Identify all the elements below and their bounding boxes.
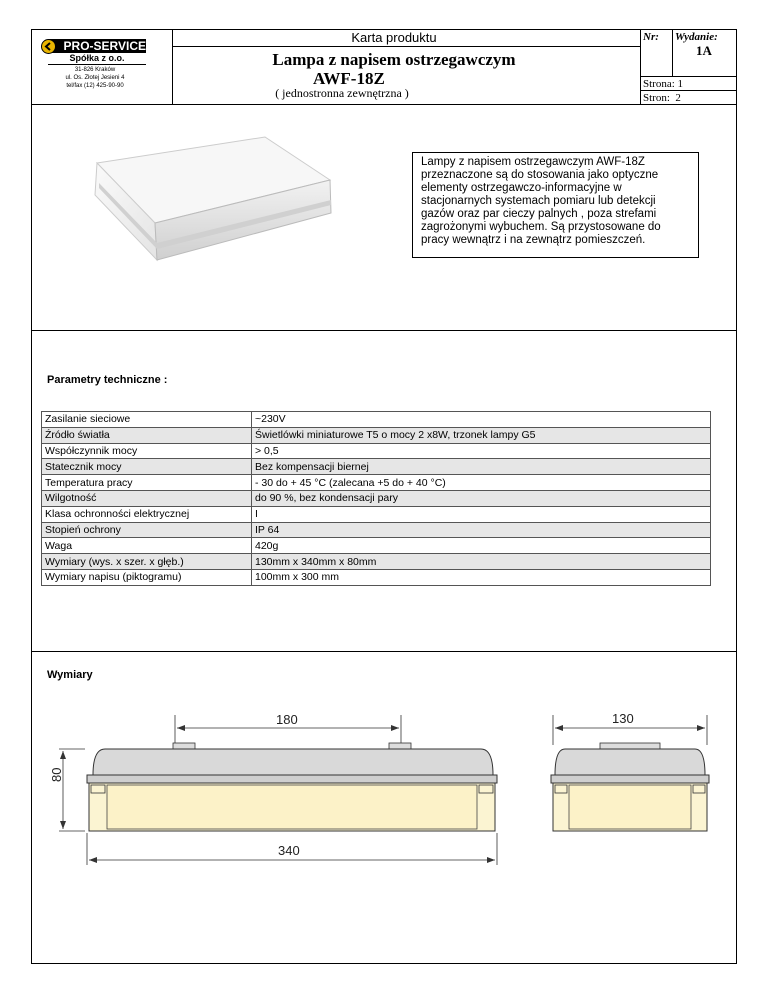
- param-value: 130mm x 340mm x 80mm: [252, 554, 711, 570]
- company-form: Spółka z o.o.: [48, 53, 146, 65]
- params-table: [41, 411, 711, 586]
- table-row: [42, 506, 711, 522]
- table-row: [42, 522, 711, 538]
- table-row: [42, 443, 711, 459]
- dimensions-title: Wymiary: [47, 669, 93, 681]
- param-value: 100mm x 300 mm: [252, 569, 711, 585]
- dim-180-label: 180: [276, 712, 298, 727]
- edition-value: 1A: [696, 43, 712, 58]
- table-row: [42, 569, 711, 585]
- param-key: Wilgotność: [42, 490, 252, 506]
- param-key: Współczynnik mocy: [42, 443, 252, 459]
- param-key: Zasilanie sieciowe: [42, 412, 252, 428]
- table-row: [42, 490, 711, 506]
- param-key: Waga: [42, 538, 252, 554]
- param-value: I: [252, 506, 711, 522]
- param-value: - 30 do + 45 °C (zalecana +5 do + 40 °C): [252, 475, 711, 491]
- param-key: Wymiary (wys. x szer. x głęb.): [42, 554, 252, 570]
- product-image: [85, 125, 345, 270]
- table-row: [42, 459, 711, 475]
- table-row: [42, 427, 711, 443]
- table-row: [42, 538, 711, 554]
- param-key: Klasa ochronności elektrycznej: [42, 506, 252, 522]
- param-key: Temperatura pracy: [42, 475, 252, 491]
- param-key: Statecznik mocy: [42, 459, 252, 475]
- table-row: [42, 554, 711, 570]
- nr-label: Nr:: [643, 31, 659, 43]
- company-name: PRO-SERVICE: [48, 39, 146, 53]
- param-key: Wymiary napisu (piktogramu): [42, 569, 252, 585]
- product-description: Lampy z napisem ostrzegawczym AWF-18Z przeznaczone są do stosowania jako optyczne elementy ostrzegawczo-informacyjne w stacjonarnych systemach pomiaru lub detekcji gazów oraz par cieczy palnych , poza strefami zagrożonymi wybuchem. Są przystosowane do pracy wewnątrz i na zewnątrz pomieszczeń.: [412, 152, 699, 258]
- param-value: ~230V: [252, 412, 711, 428]
- dim-80-label: 80: [49, 767, 64, 782]
- param-value: Bez kompensacji biernej: [252, 459, 711, 475]
- param-value: IP 64: [252, 522, 711, 538]
- params-title: Parametry techniczne :: [47, 374, 168, 386]
- doc-type: Karta produktu: [351, 30, 437, 45]
- page-number: Strona: 1: [643, 78, 684, 90]
- page-count: Stron: 2: [643, 92, 681, 104]
- param-key: Źródło światła: [42, 427, 252, 443]
- param-value: Świetlówki miniaturowe T5 o mocy 2 x8W, trzonek lampy G5: [252, 427, 711, 443]
- table-row: [42, 412, 711, 428]
- product-title: Lampa z napisem ostrzegawczym: [272, 50, 516, 69]
- edition-label: Wydanie:: [675, 31, 718, 43]
- param-value: 420g: [252, 538, 711, 554]
- table-row: [42, 475, 711, 491]
- address-city: 31-826 Kraków: [74, 67, 116, 73]
- dim-130-label: 130: [612, 711, 634, 726]
- param-value: do 90 %, bez kondensacji pary: [252, 490, 711, 506]
- logo-arrow-icon: [41, 39, 56, 54]
- dim-340-label: 340: [278, 843, 300, 858]
- address-street: ul. Os. Złotej Jesieni 4: [65, 75, 125, 81]
- param-key: Stopień ochrony: [42, 522, 252, 538]
- product-subtitle: ( jednostronna zewnętrzna ): [275, 86, 409, 100]
- param-value: > 0,5: [252, 443, 711, 459]
- address-phone: tel/fax (12) 425-90-90: [66, 83, 124, 89]
- product-model: AWF-18Z: [313, 69, 385, 88]
- company-logo: [40, 39, 150, 99]
